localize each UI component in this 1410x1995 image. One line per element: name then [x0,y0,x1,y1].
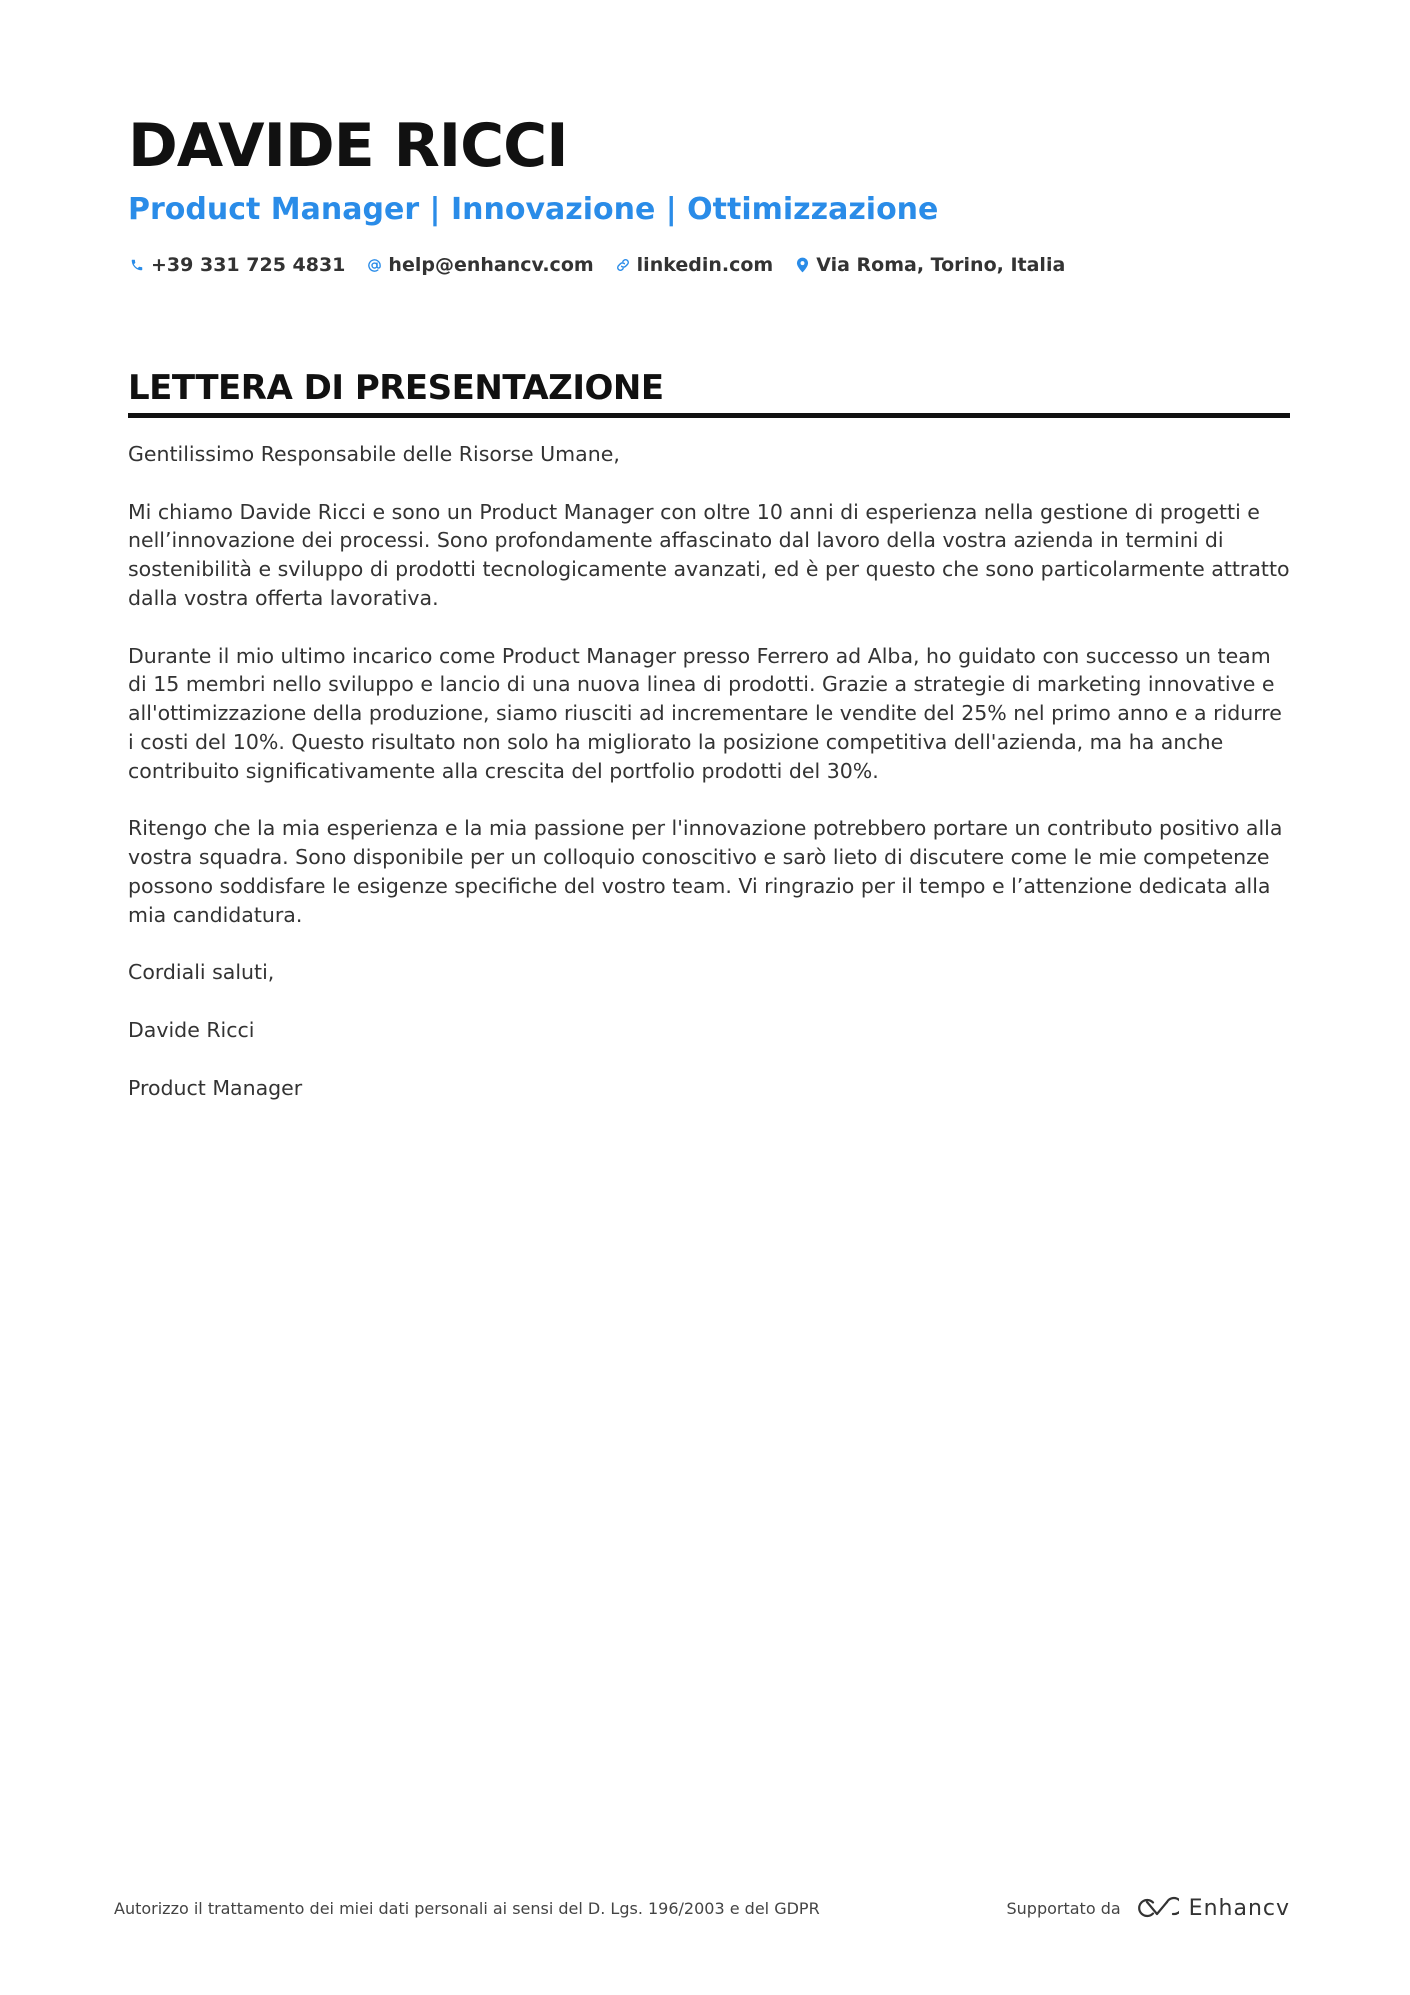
brand-name: Enhancv [1188,1895,1290,1921]
contact-phone-text: +39 331 725 4831 [151,254,346,276]
link-icon [614,256,632,274]
contact-bar [128,250,1288,280]
powered-by-label: Supportato da [1006,1898,1121,1918]
powered-by[interactable] [1007,1896,1291,1921]
contact-phone [128,254,345,276]
letter-paragraph: Durante il mio ultimo incarico come Product Manager presso Ferrero ad Alba, ho guidato con successo un team di 15 membri nello sviluppo e lancio di una nuova linea di prodotti. Grazie a strategie di marketing innovative e all'ottimizzazione della produzione, siamo riusciti ad incrementare le vendite del 25% nel primo anno e a ridurre i costi del 10%. Questo risultato non solo ha migliorato la posizione competitiva dell'azienda, ma ha anche contribuito significativamente alla crescita del portfolio prodotti del 30%. [128,643,1282,783]
signature-title: Product Manager [128,1075,303,1100]
cover-letter-section [128,365,1290,1131]
letter-body [128,440,1290,1102]
header [128,110,1288,280]
footer [114,1893,1290,1923]
signature-name: Davide Ricci [128,1017,255,1042]
contact-link-text: linkedin.com [636,254,774,276]
letter-paragraph: Mi chiamo Davide Ricci e sono un Product Manager con oltre 10 anni di esperienza nella gestione di progetti e nell’innovazione dei processi. Sono profondamente affascinato dal lavoro della vostra azienda in termini di sostenibilità e sviluppo di prodotti tecnologicamente avanzati, ed è per questo che sono particolarmente attratto dalla vostra offerta lavorativa. [128,499,1290,610]
enhancv-logo-icon [1133,1896,1179,1920]
at-icon [365,256,383,274]
contact-link[interactable] [614,254,774,276]
location-pin-icon [793,256,811,274]
contact-email[interactable] [365,254,593,276]
phone-icon [128,256,146,274]
letter-greeting: Gentilissimo Responsabile delle Risorse Umane, [128,442,620,466]
letter-closing: Cordiali saluti, [128,960,275,985]
candidate-name: DAVIDE RICCI [128,111,568,181]
contact-email-text: help@enhancv.com [388,254,594,276]
contact-location-text: Via Roma, Torino, Italia [816,254,1066,276]
contact-location [793,254,1065,276]
privacy-consent-text: Autorizzo il trattamento dei miei dati personali ai sensi del D. Lgs. 196/2003 e del GDPR [114,1898,820,1918]
letter-paragraph: Ritengo che la mia esperienza e la mia passione per l'innovazione potrebbero portare un contributo positivo alla vostra squadra. Sono disponibile per un colloquio conoscitivo e sarò lieto di discutere come le mie competenze possono soddisfare le esigenze specifiche del vostro team. Vi ringrazio per il tempo e l’attenzione dedicata alla mia candidatura. [128,816,1283,927]
section-title: LETTERA DI PRESENTAZIONE [128,365,1290,418]
candidate-headline: Product Manager | Innovazione | Ottimizzazione [128,192,939,227]
